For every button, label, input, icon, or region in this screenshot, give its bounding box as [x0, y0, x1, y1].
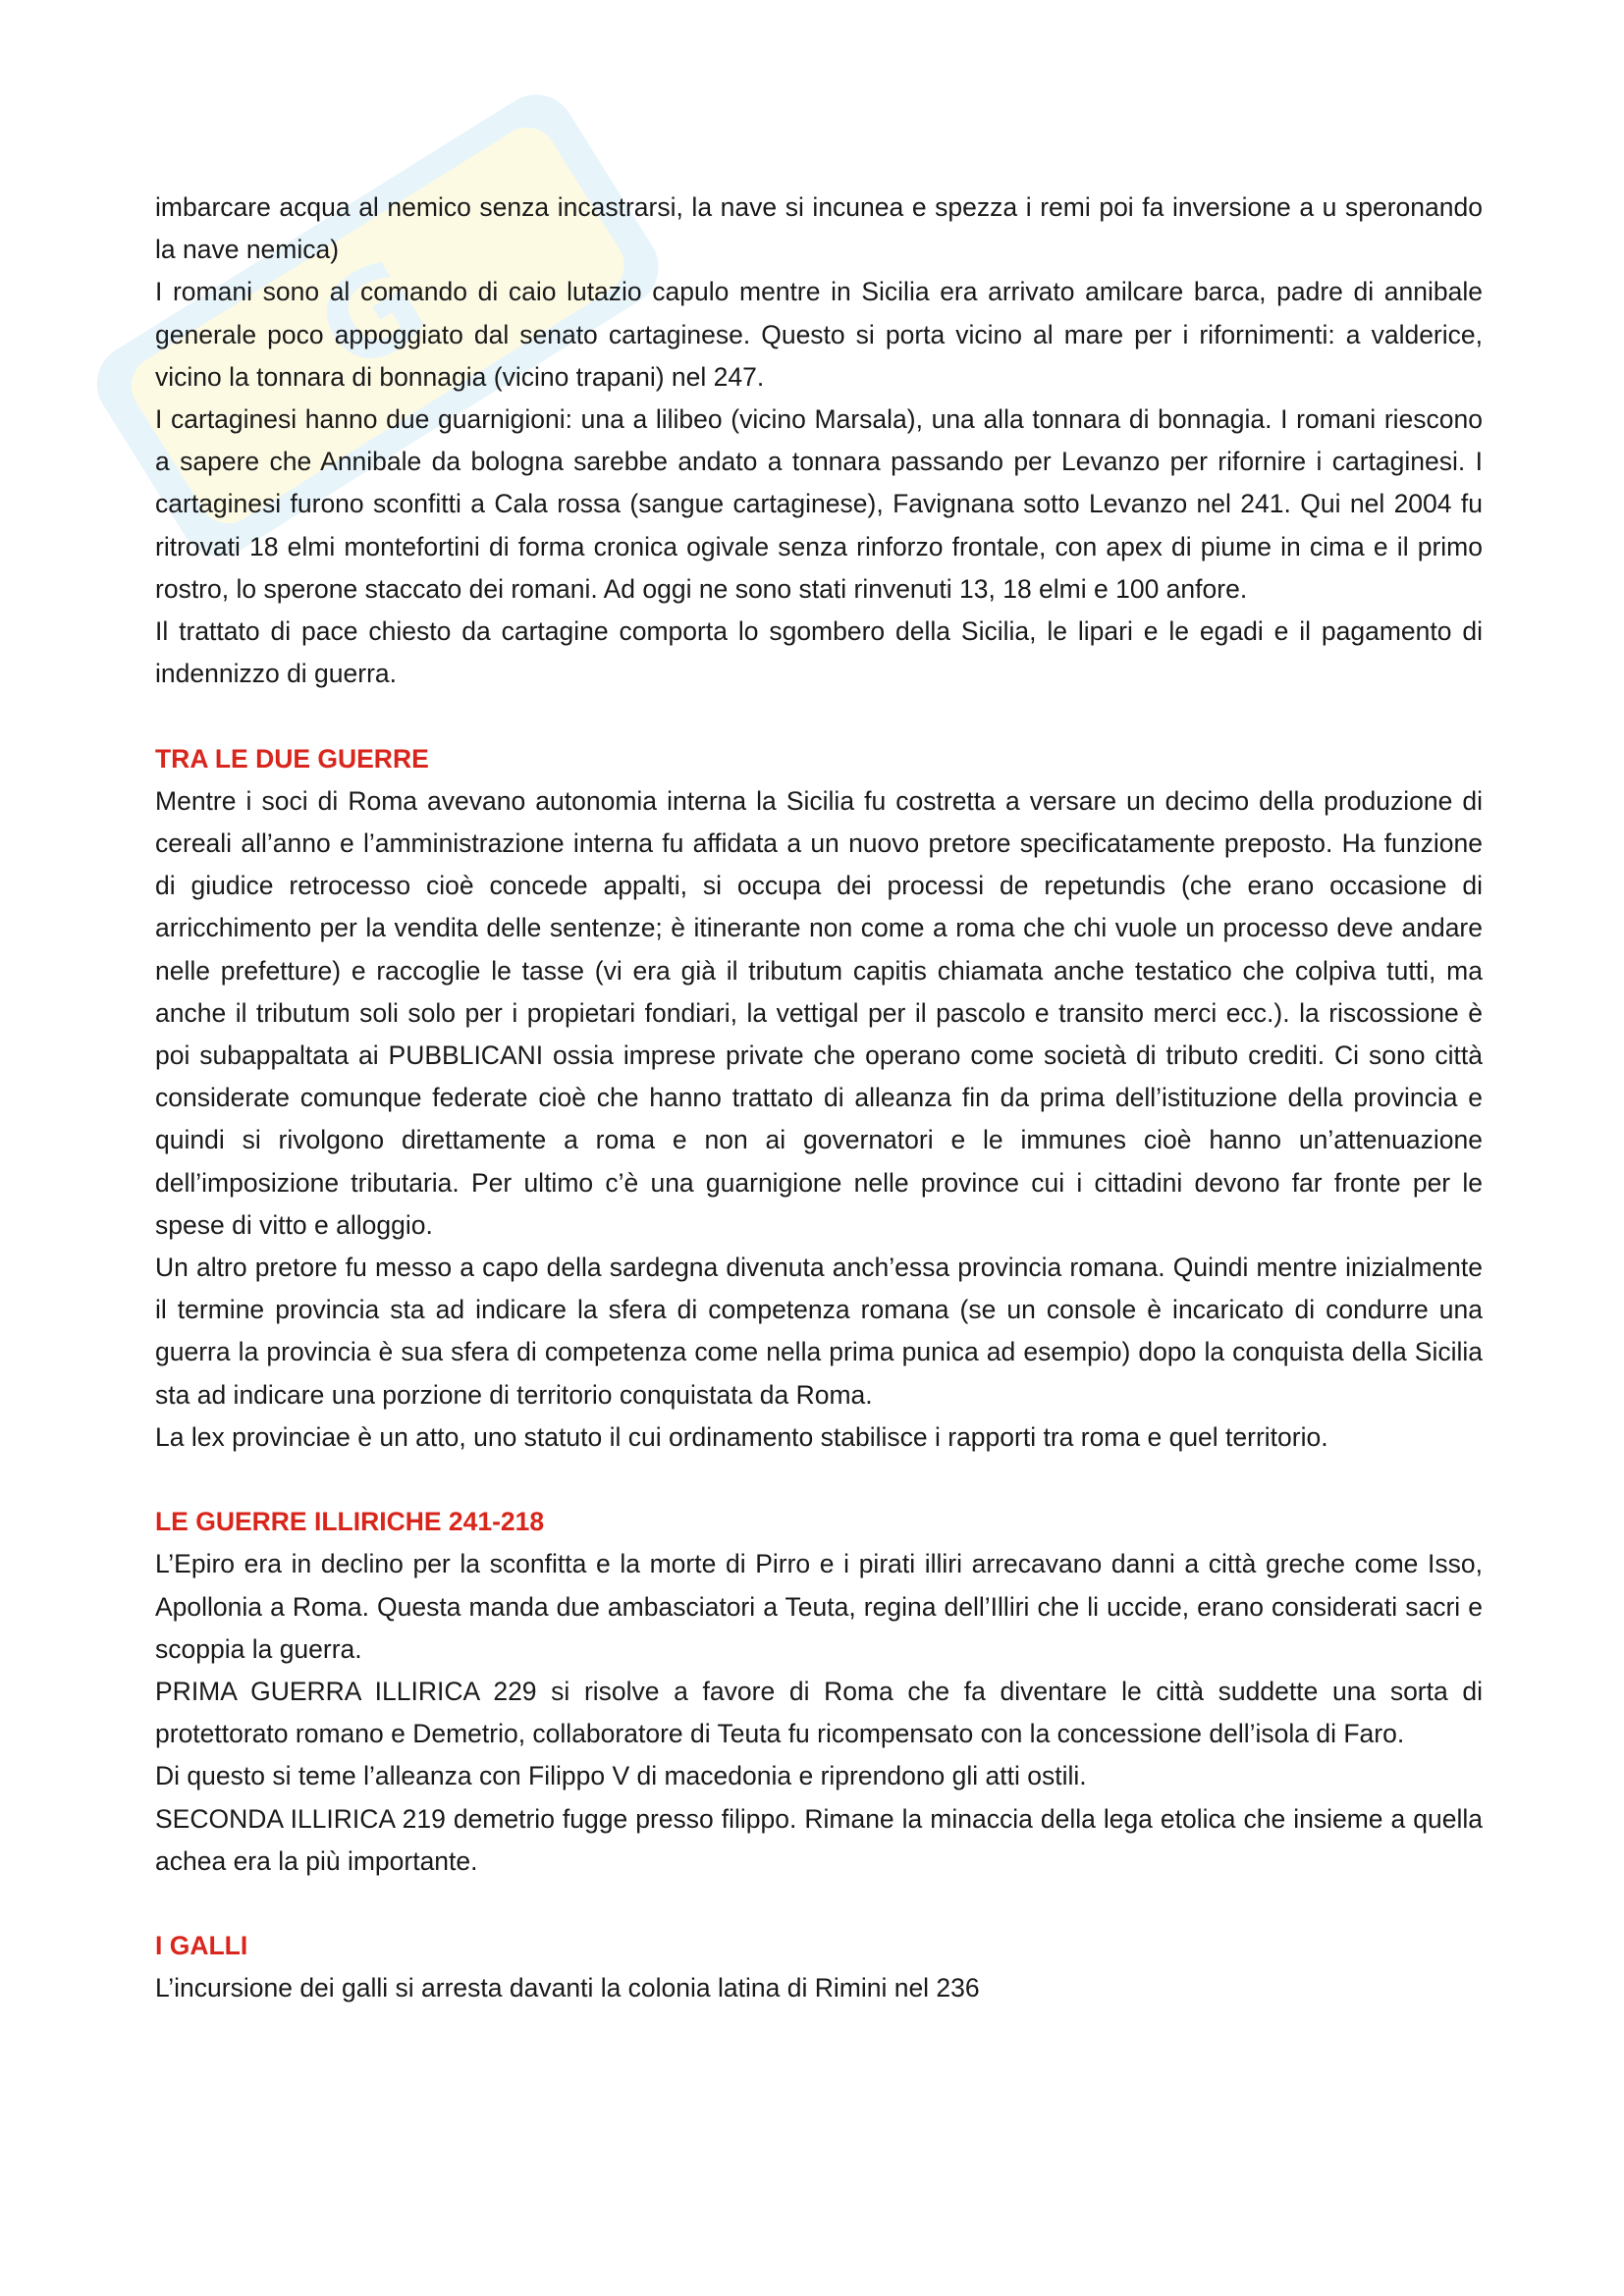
paragraph: SECONDA ILLIRICA 219 demetrio fugge presso filippo. Rimane la minaccia della lega etolica che insieme a quella achea era la più importante. [155, 1803, 1483, 1876]
svg-text:G: G [295, 233, 450, 400]
paragraph: imbarcare acqua al nemico senza incastrarsi, la nave si incunea e spezza i remi poi fa inversione a u speronando la nave nemica) [155, 192, 1483, 265]
section-heading-tra-le-due-guerre: TRA LE DUE GUERRE [155, 743, 429, 774]
paragraph: I romani sono al comando di caio lutazio capulo mentre in Sicilia era arrivato amilcare barca, padre di annibale generale poco appoggiato dal senato cartaginese. Questo si porta vicino al mare per i rifornimenti: a valderice, vicino la tonnara di bonnagia (vicino trapani) nel 247. [155, 277, 1483, 392]
paragraph: PRIMA GUERRA ILLIRICA 229 si risolve a favore di Roma che fa diventare le città suddette una sorta di protettorato romano e Demetrio, collaboratore di Teuta fu ricompensato con la concessione dell’isola di Faro. [155, 1677, 1483, 1749]
paragraph: L’incursione dei galli si arresta davanti la colonia latina di Rimini nel 236 [155, 1973, 980, 2003]
section-heading-i-galli: I GALLI [155, 1931, 248, 1961]
paragraph: Di questo si teme l’alleanza con Filippo V di macedonia e riprendono gli atti ostili. [155, 1761, 1087, 1791]
paragraph: Il trattato di pace chiesto da cartagine comporta lo sgombero della Sicilia, le lipari e le egadi e il pagamento di indennizzo di guerra. [155, 616, 1483, 689]
paragraph: I cartaginesi hanno due guarnigioni: una a lilibeo (vicino Marsala), una alla tonnara di bonnagia. I romani riescono a sapere che Annibale da bologna sarebbe andato a tonnara passando per Levanzo per rifornire i cartaginesi. I cartaginesi furono sconfitti a Cala rossa (sangue cartaginese), Favignana sotto Levanzo nel 241. Qui nel 2004 fu ritrovati 18 elmi montefortini di forma cronica ogivale senza rinforzo frontale, con apex di piume in cima e il primo rostro, lo sperone staccato dei romani. Ad oggi ne sono stati rinvenuti 13, 18 elmi e 100 anfore. [155, 404, 1483, 604]
paragraph: L’Epiro era in declino per la sconfitta e la morte di Pirro e i pirati illiri arrecavano danni a città greche come Isso, Apollonia a Roma. Questa manda due ambasciatori a Teuta, regina dell’Illiri che li uccide, erano considerati sacri e scoppia la guerra. [155, 1549, 1483, 1664]
document-body [155, 187, 1483, 2010]
paragraph: Un altro pretore fu messo a capo della sardegna divenuta anch’essa provincia romana. Quindi mentre inizialmente il termine provincia sta ad indicare la sfera di competenza romana (se un console è incaricato di condurre una guerra la provincia è sua sfera di competenza come nella prima punica ad esempio) dopo la conquista della Sicilia sta ad indicare una porzione di territorio conquistata da Roma. [155, 1253, 1483, 1410]
paragraph: Mentre i soci di Roma avevano autonomia interna la Sicilia fu costretta a versare un decimo della produzione di cereali all’anno e l’amministrazione interna fu affidata a un nuovo pretore specificatamente preposto. Ha funzione di giudice retrocesso cioè concede appalti, si occupa dei processi de repetundis (che erano occasione di arricchimento per la vendita delle sentenze; è itinerante non come a roma che chi vuole un processo deve andare nelle prefetture) e raccoglie le tasse (vi era già il tributum capitis chiamata anche testatico che colpiva tutti, ma anche il tributum soli solo per i propietari fondiari, la vettigal per il pascolo e transito merci ecc.). la riscossione è poi subappaltata ai PUBBLICANI ossia imprese private che operano come società di tributo crediti. Ci sono città considerate comunque federate cioè che hanno trattato di alleanza fin da prima dell’istituzione della provincia e quindi si rivolgono direttamente a roma e non ai governatori e le immunes cioè hanno un’attenuazione dell’imposizione tributaria. Per ultimo c’è una guarnigione nelle province cui i cittadini devono far fronte per le spese di vitto e alloggio. [155, 785, 1483, 1240]
paragraph: La lex provinciae è un atto, uno statuto il cui ordinamento stabilisce i rapporti tra roma e quel territorio. [155, 1421, 1328, 1452]
section-heading-guerre-illiriche: LE GUERRE ILLIRICHE 241-218 [155, 1507, 545, 1537]
